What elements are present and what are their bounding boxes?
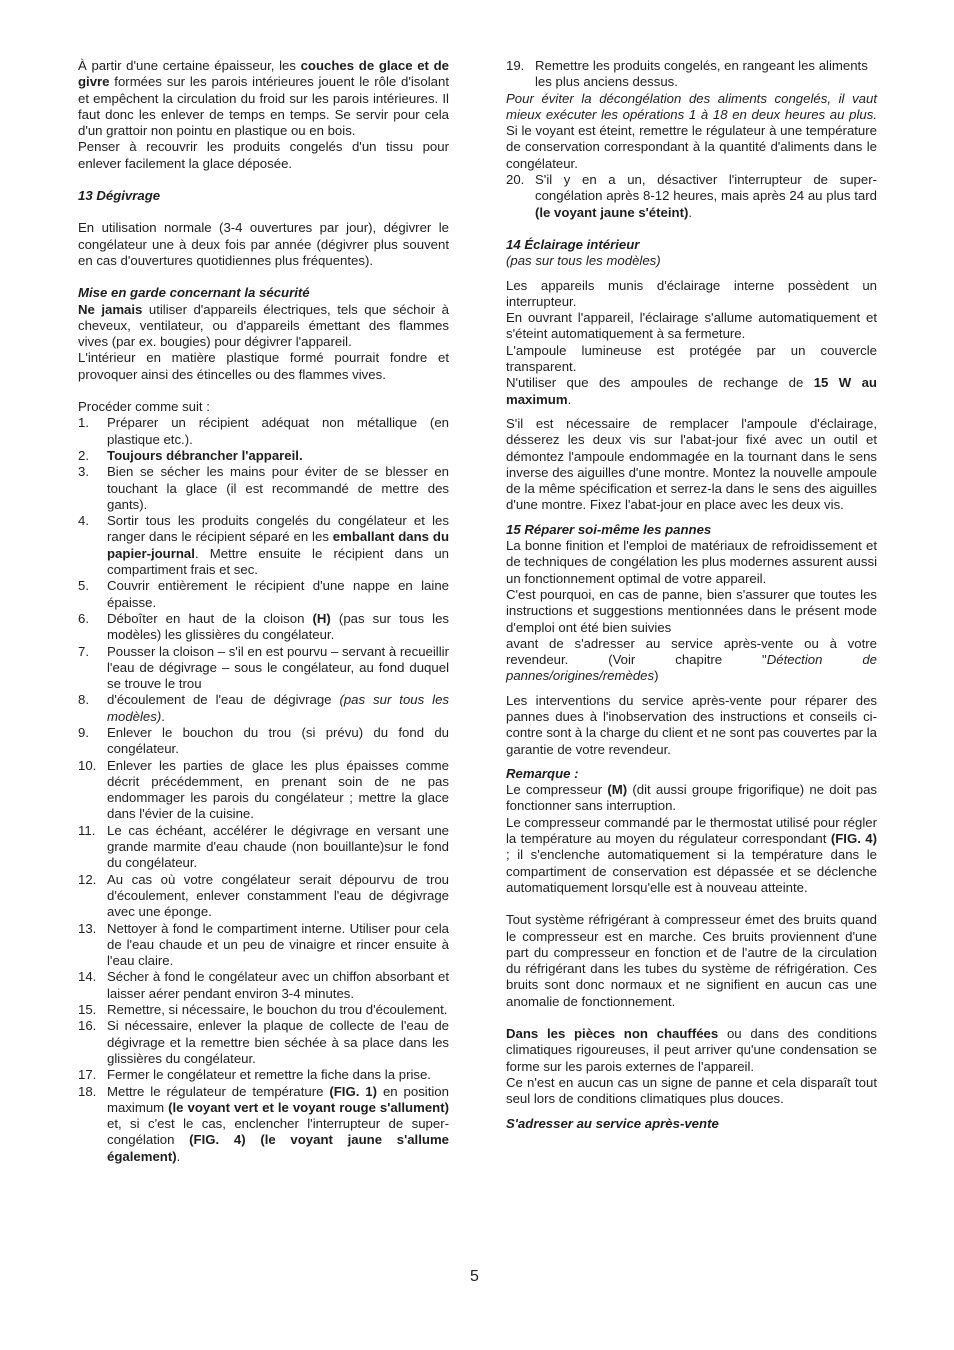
remark-title: Remarque : [506, 765, 579, 781]
light-text-3: L'ampoule lumineuse est protégée par un couvercle transparent. [506, 342, 877, 375]
section-13-title: 13 Dégivrage [78, 188, 161, 204]
bulb-replacement-text: S'il est nécessaire de remplacer l'ampoule d'éclairage, désserez les deux vis sur l'abat-jour fixé avec un outil et démontez l'ampoule endommagée en la tournant dans le sens inverse des aiguilles d'une montre. Montez la nouvelle ampoule de la même spécification et serrez-la dans le sens des aiguilles d'une montre. Fixez l'abat-jour en place avec les deux vis. [506, 415, 877, 513]
step-5: 5. Couvrir entièrement le récipient d'une nappe en laine épaisse. [78, 578, 449, 610]
step-20: 20. S'il y en a un, désactiver l'interrupteur de super-congélation après 8-12 heures, mais après 24 au plus tard (le voyant jaune s'éteint). [506, 172, 877, 220]
light-text-1: Les appareils munis d'éclairage interne possèdent un interrupteur. [506, 277, 877, 309]
step-9: 9. Enlever le bouchon du trou (si prévu) du fond du congélateur. [78, 724, 449, 757]
step-4: 4. Sortir tous les produits congelés du congélateur et les ranger dans le récipient séparé en les emballant dans du papier-journal. Mettre ensuite le récipient dans un compartiment frais et sec. [78, 513, 449, 578]
step-3: 3. Bien se sécher les mains pour éviter de se blesser en touchant la glace (il est recommandé de mettre des gants). [78, 464, 449, 512]
remark-text-2: Le compresseur commandé par le thermostat utilisé pour régler la température au moyen du régulateur correspondant (FIG. 4) ; il s'enclenche automatiquement si la température dans le compartiment de conservation est dépassée et se déclenche automatiquement lorsqu'elle est à nouveau atteinte. [506, 814, 877, 895]
step-16: 16. Si nécessaire, enlever la plaque de collecte de l'eau de dégivrage et la remettre bien séchée à sa place dans les glissières du congélateur. [78, 1018, 449, 1066]
repair-text-4: Les interventions du service après-vente pour réparer des pannes dues à l'inobservation des instructions et conseils ci-contre sont à la charge du client et ne sont pas couvertes par la garantie de votre revendeur. [506, 692, 877, 757]
page-number: 5 [470, 1268, 479, 1285]
section-15-title: 15 Réparer soi-même les pannes [506, 521, 712, 537]
step-1: 1. Préparer un récipient adéquat non métallique (en plastique etc.). [78, 415, 449, 447]
repair-text-1: La bonne finition et l'emploi de matériaux de refroidissement et de techniques de congélation les plus modernes assurent aussi un fonctionnement optimal de votre appareil. [506, 538, 877, 586]
intro-paragraph [78, 58, 449, 139]
step-2: 2. Toujours débrancher l'appareil. [78, 447, 303, 463]
light-text-4: N'utiliser que des ampoules de rechange de 15 W au maximum. [506, 375, 877, 407]
step-15: 15. Remettre, si nécessaire, le bouchon du trou d'écoulement. [78, 1002, 448, 1018]
section-13-text: En utilisation normale (3-4 ouvertures par jour), dégivrer le congélateur une à deux fois par année (dégivrer plus souvent en cas d'ouvertures quotidiennes plus fréquentes). [78, 220, 449, 268]
remark-text-1: Le compresseur (M) (dit aussi groupe frigorifique) ne doit pas fonctionner sans interruption. [506, 782, 877, 814]
step-17: 17. Fermer le congélateur et remettre la fiche dans la prise. [78, 1067, 431, 1083]
defrost-steps-end [506, 172, 877, 221]
intro-bold: couches de glace et de givre [78, 58, 449, 90]
step-10: 10. Enlever les parties de glace les plus épaisses comme décrit précédemment, en prenant soin de ne pas endommager les parois du congélateur ; mettre la glace dans l'évier de la cuisine. [78, 757, 449, 822]
defrost-steps [78, 415, 449, 1165]
step-18: 18. Mettre le régulateur de température (FIG. 1) en position maximum (le voyant vert et le voyant rouge s'allument) et, si c'est le cas, enclencher l'interrupteur de super-congélation (FIG. 4) (le voyant jaune s'allume également). [78, 1083, 449, 1164]
safety-title: Mise en garde concernant la sécurité [78, 285, 310, 301]
section-14-title: 14 Éclairage intérieur [506, 236, 640, 252]
repair-text-2: C'est pourquoi, en cas de panne, bien s'assurer que toutes les instructions et suggestions mentionnées dans le présent mode d'emploi ont été bien suivies [506, 586, 877, 635]
safety-body: utiliser d'appareils électriques, tels que séchoir à cheveux, ventilateur, ou d'appareils émettant des flammes vives (par ex. bougies) pour dégivrer l'appareil. [78, 301, 449, 350]
unheated-text-2: Ce n'est en aucun cas un signe de panne et cela disparaît tout seul lors de conditions climatiques plus douces. [506, 1074, 877, 1107]
safety-text [78, 302, 449, 351]
intro-tip: Penser à recouvrir les produits congelés d'un tissu pour enlever facilement la glace déposée. [78, 139, 449, 171]
step-11: 11. Le cas échéant, accélérer le dégivrage en versant une grande marmite d'eau chaude (non bouillante)sur le fond du congélateur. [78, 822, 449, 871]
light-text-2: En ouvrant l'appareil, l'éclairage s'allume automatiquement et s'éteint automatiquement à sa fermeture. [506, 310, 877, 342]
safety-text-2: L'intérieur en matière plastique formé pourrait fondre et provoquer ainsi des étincelles ou des flammes vives. [78, 350, 449, 382]
step-8: 8. d'écoulement de l'eau de dégivrage (pas sur tous les modèles). [78, 692, 450, 724]
left-column [78, 58, 449, 1165]
intro-text-cont: formées sur les parois intérieures jouent le rôle d'isolant et empêchent la circulation du froid sur les parois intérieures. Il faut donc les enlever de temps en temps. Se servir pour cela d'un grattoir non pointu en plastique ou en bois. [78, 74, 449, 139]
intro-text: À partir d'une certaine épaisseur, les [78, 58, 301, 73]
defrost-steps-cont [506, 58, 877, 91]
service-title: S'adresser au service après-vente [506, 1115, 719, 1131]
repair-text-3: avant de s'adresser au service après-vente ou à votre revendeur. (Voir chapitre "Détection de pannes/origines/remèdes) [506, 635, 877, 684]
procedure-intro: Procéder comme suit : [78, 399, 210, 415]
noise-text: Tout système réfrigérant à compresseur émet des bruits quand le compresseur est en marche. Ces bruits proviennent d'une part du compresseur en fonction et de l'autre de la circulation du réfrigérant dans les tubes du système de réfrigération. Ces bruits sont donc normaux et ne signifient en aucun cas une anomalie de fonctionnement. [506, 912, 877, 1009]
step-19-note: Pour éviter la décongélation des aliments congelés, il vaut mieux exécuter les opérations 1 à 18 en deux heures au plus. Si le voyant est éteint, remettre le régulateur à une température de conservation correspondant à la quantité d'aliments dans le congélateur. [506, 90, 877, 171]
safety-bold: Ne jamais [78, 301, 143, 317]
step-12: 12. Au cas où votre congélateur serait dépourvu de trou d'écoulement, enlever constamment l'eau de dégivrage avec une éponge. [78, 871, 449, 920]
unheated-text: Dans les pièces non chauffées ou dans des conditions climatiques rigoureuses, il peut arriver qu'une condensation se forme sur les parois externes de l'appareil. [506, 1026, 877, 1074]
step-6: 6. Déboîter en haut de la cloison (H) (pas sur tous les modèles) les glissières du congélateur. [78, 610, 449, 643]
section-14-subtitle: (pas sur tous les modèles) [506, 253, 661, 269]
step-19: 19. Remettre les produits congelés, en rangeant les aliments les plus anciens dessus. [506, 58, 868, 90]
step-13: 13. Nettoyer à fond le compartiment interne. Utiliser pour cela de l'eau chaude et un peu de vinaigre et rincer ensuite à l'eau claire. [78, 920, 449, 969]
step-14: 14. Sécher à fond le congélateur avec un chiffon absorbant et laisser aérer pendant environ 3-4 minutes. [78, 969, 449, 1001]
right-column [506, 58, 877, 1132]
step-7: 7. Pousser la cloison – s'il en est pourvu – servant à recueillir l'eau de dégivrage – sous le congélateur, au fond duquel se trouve le trou [78, 643, 449, 692]
